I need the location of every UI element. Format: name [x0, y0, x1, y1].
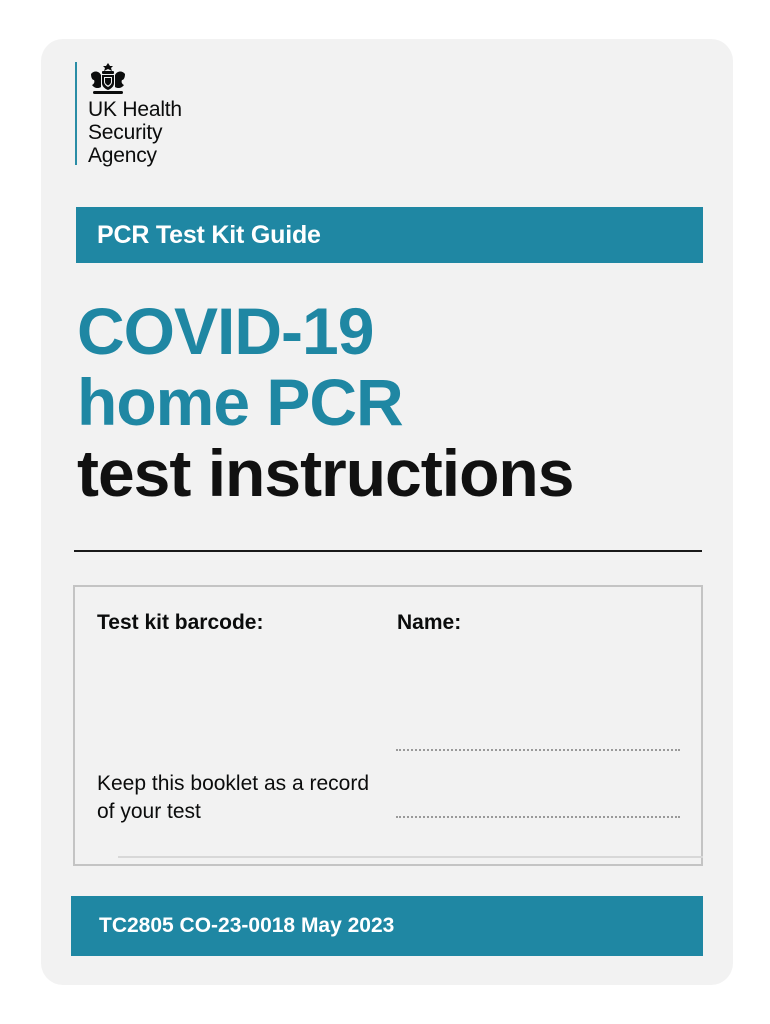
reference-code: TC2805 CO-23-0018 May 2023: [99, 914, 395, 937]
keep-booklet-note: Keep this booklet as a record of your test: [97, 772, 369, 823]
agency-name: UK Health Security Agency: [88, 98, 182, 167]
name-label: Name:: [397, 611, 462, 634]
title-line-3: test instructions: [77, 436, 574, 510]
reference-banner: [71, 896, 703, 956]
guide-banner: [76, 207, 703, 263]
title-line-2: home PCR: [77, 365, 403, 439]
guide-banner-label: PCR Test Kit Guide: [97, 220, 321, 249]
barcode-label: Test kit barcode:: [97, 611, 264, 634]
title-line-1: COVID-19: [77, 294, 374, 368]
name-write-line-1[interactable]: [396, 749, 680, 751]
page-title: [77, 296, 717, 509]
agency-logo: [75, 62, 182, 167]
name-write-line-2[interactable]: [396, 816, 680, 818]
title-divider: [74, 550, 702, 552]
royal-coat-of-arms-icon: [88, 62, 128, 96]
form-box-shadow-line: [118, 856, 703, 858]
